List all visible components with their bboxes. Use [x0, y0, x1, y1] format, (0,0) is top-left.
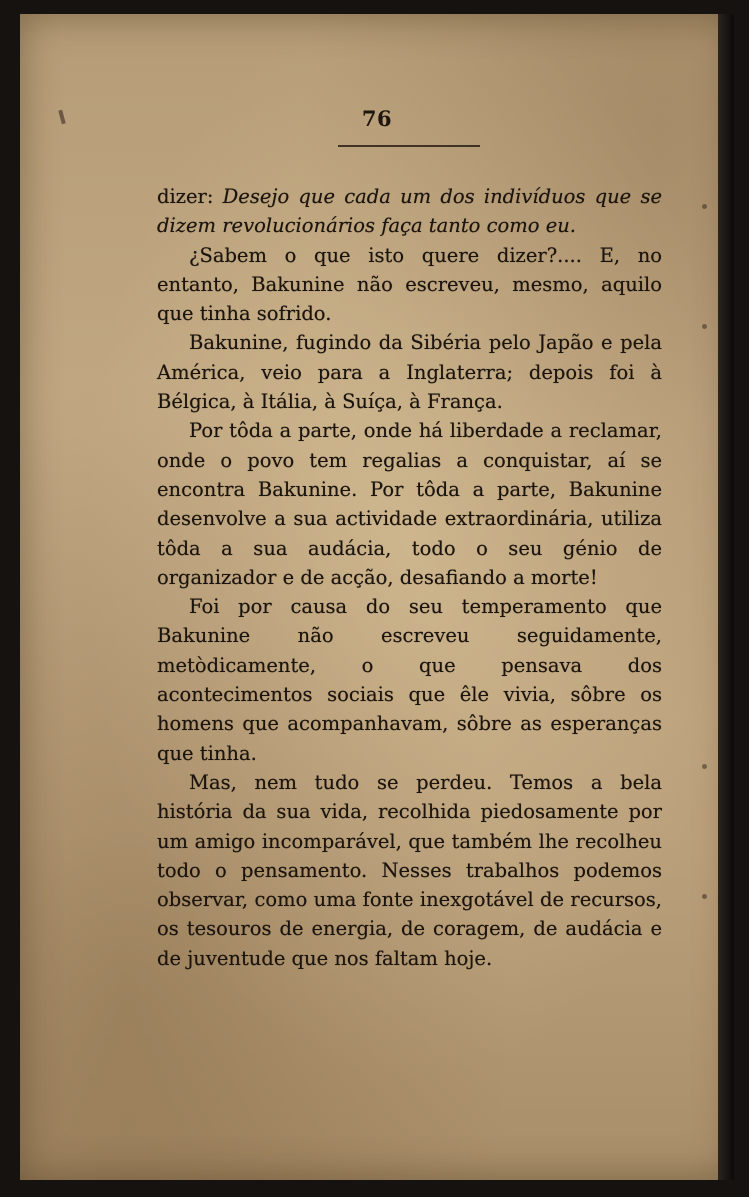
page-number-rule — [338, 145, 480, 147]
paragraph-4: Foi por causa do seu temperamento que Bakunine não escreveu seguidamente, metòdicamente, o que pensava dos acontecimentos sociais que êle vivia, sôbre os homens que acompanhavam, sôbre as esperanças que tinha. — [157, 595, 662, 765]
paragraph-quote — [157, 182, 662, 241]
page-edge-shadow — [718, 14, 734, 1180]
opening-text: dizer: — [157, 185, 214, 208]
paper-sheet — [20, 14, 734, 1180]
page-number: 76 — [361, 106, 393, 131]
italic-quote: Desejo que cada um dos indivíduos que se dizem revolucionários faça tanto como eu. — [157, 185, 662, 238]
paragraph-3: Por tôda a parte, onde há liberdade a reclamar, onde o povo tem regalias a conquistar, aí se encontra Bakunine. Por tôda a parte, Bakunine desenvolve a sua actividade extraordinária, utiliza tôda a sua audácia, todo o seu génio de organizador e de acção, desafiando a morte! — [157, 419, 662, 589]
binding-mark — [702, 764, 707, 769]
paragraph-1: ¿Sabem o que isto quere dizer?.... E, no entanto, Bakunine não escreveu, mesmo, aquilo que tinha sofrido. — [157, 243, 662, 326]
binding-mark — [702, 204, 707, 209]
paragraph-5: Mas, nem tudo se perdeu. Temos a bela história da sua vida, recolhida piedosamente por um amigo incomparável, que também lhe recolheu todo o pensamento. Nesses trabalhos podemos observar, como uma fonte inexgotável de recursos, os tesouros de energia, de coragem, de audácia e de juventude que nos faltam hoje. — [157, 770, 662, 970]
body-text — [157, 182, 662, 973]
binding-marks — [702, 204, 712, 904]
binding-mark — [702, 324, 707, 329]
paragraph-2: Bakunine, fugindo da Sibéria pelo Japão e pela América, veio para a Inglaterra; depois foi à Bélgica, à Itália, à Suíça, à França. — [157, 331, 662, 414]
binding-mark — [702, 894, 707, 899]
